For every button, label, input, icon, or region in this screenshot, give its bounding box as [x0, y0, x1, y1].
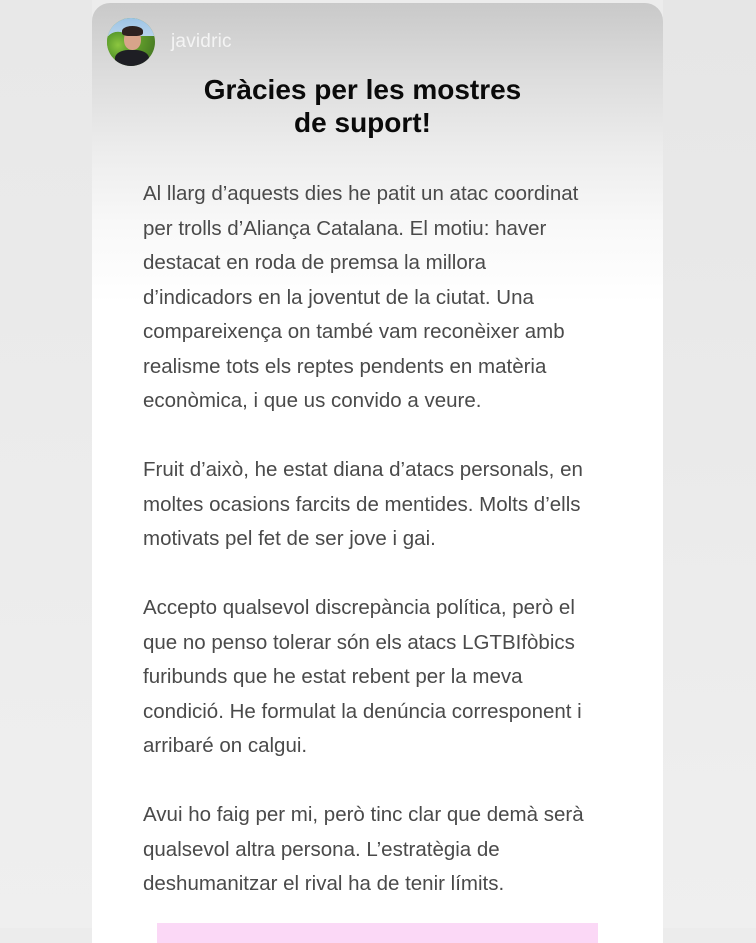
text-line: Fruit d’això, he estat diana d’atacs personals, en: [143, 458, 583, 481]
paragraph-4: [143, 798, 643, 902]
story-body: [143, 177, 643, 936]
paragraph-1: [143, 177, 643, 419]
avatar[interactable]: [107, 18, 155, 66]
avatar-hair: [122, 26, 143, 36]
text-line: qualsevol altra persona. L’estratègia de: [143, 837, 500, 861]
text-line: compareixença on també vam reconèixer amb: [143, 320, 565, 343]
text-line: d’indicadors en la joventut de la ciutat. Una: [143, 285, 534, 309]
paragraph-2: [143, 453, 643, 557]
text-line: Al llarg d’aquests dies he patit un atac coordinat: [143, 182, 579, 205]
text-line: furibunds que he estat rebent per la meva: [143, 665, 523, 688]
avatar-body: [115, 50, 149, 66]
text-line: deshumanitzar el rival ha de tenir límits.: [143, 872, 505, 895]
text-line: motivats pel fet de ser jove i gai.: [143, 527, 436, 550]
text-line: condició. He formulat la denúncia corresponent i: [143, 699, 582, 723]
text-line: Avui ho faig per mi, però tinc clar que demà serà: [143, 803, 584, 826]
text-line: arribaré on calgui.: [143, 734, 308, 757]
story-card[interactable]: [92, 3, 663, 943]
title-line-2: de suport!: [294, 107, 431, 138]
text-line: moltes ocasions farcits de mentides. Molts d’ells: [143, 492, 581, 516]
text-line: Accepto qualsevol discrepància política, però el: [143, 596, 575, 619]
paragraph-3: [143, 591, 643, 764]
text-line: per trolls d’Aliança Catalana. El motiu: haver: [143, 216, 547, 240]
backdrop-right: [663, 0, 756, 928]
text-line: destacat en roda de premsa la millora: [143, 251, 486, 274]
text-line: que no penso tolerar són els atacs LGTBIfòbics: [143, 630, 575, 654]
pink-highlight-bar: [157, 923, 598, 943]
text-line: econòmica, i que us convido a veure.: [143, 389, 482, 412]
backdrop-left: [0, 0, 92, 928]
username-link[interactable]: javidric: [171, 31, 232, 52]
text-line: realisme tots els reptes pendents en matèria: [143, 354, 547, 378]
story-header[interactable]: [107, 18, 232, 66]
story-title: [92, 73, 633, 139]
title-line-1: Gràcies per les mostres: [203, 74, 522, 105]
